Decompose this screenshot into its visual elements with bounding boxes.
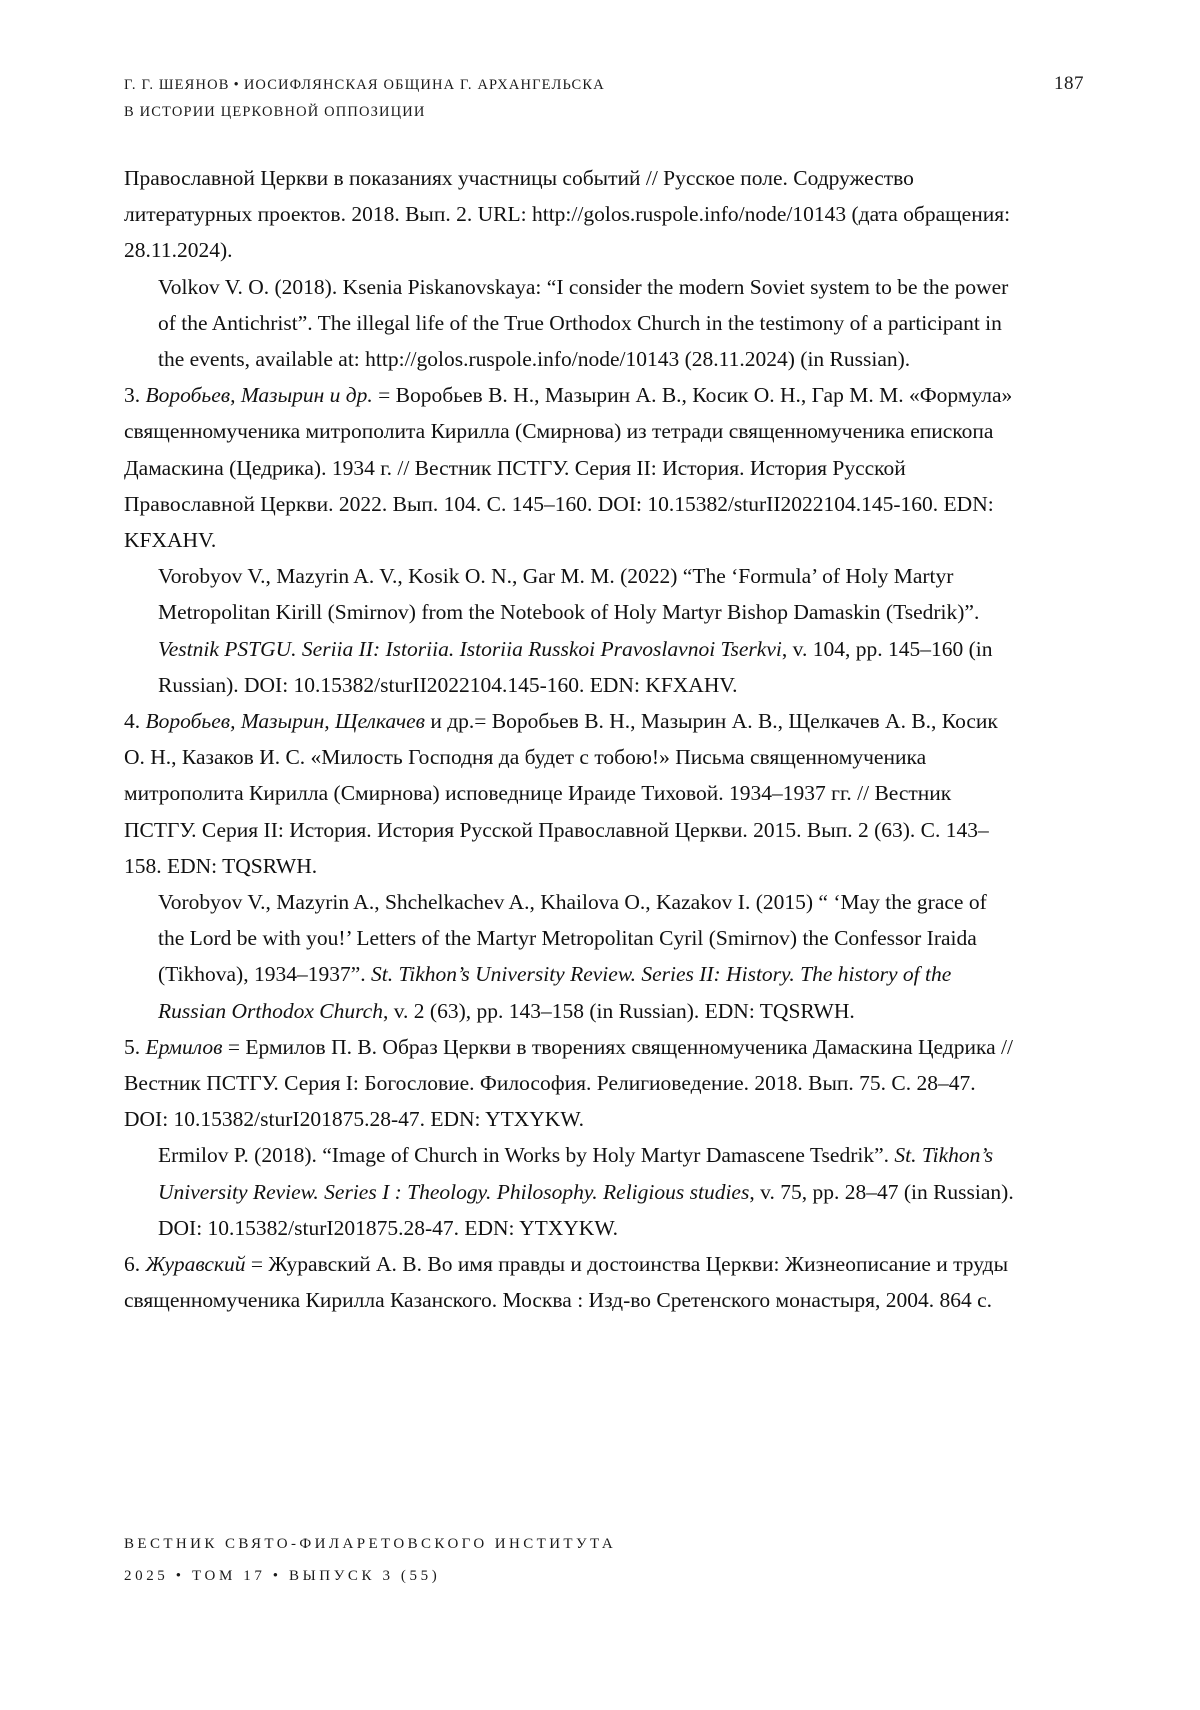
reference-text: = Ермилов П. В. Образ Церкви в творениях священномученика Дамаскина Цедрика // Вестник ПСТГУ. Серия I: Богословие. Философия. Религиоведение. 2018. Вып. 75. С. 28–47. DOI: 10.15382/sturI201875.28-47. EDN: YTXYKW. <box>124 1034 1013 1132</box>
footer-issue-info: 2025 • ТОМ 17 • ВЫПУСК 3 (55) <box>124 1567 441 1584</box>
reference-translation-source: Vestnik PSTGU. Seriia II: Istoriia. Istoriia Russkoi Pravoslavnoi Tserkvi <box>158 636 782 661</box>
reference-short-title: Ермилов <box>145 1034 223 1059</box>
running-head-title-line2: В ИСТОРИИ ЦЕРКОВНОЙ ОППОЗИЦИИ <box>124 103 426 120</box>
page-number: 187 <box>1054 73 1084 94</box>
reference-text: = Журавский А. В. Во имя правды и достоинства Церкви: Жизнеописание и труды священномученика Кирилла Казанского. Москва : Изд-во Сретенского монастыря, 2004. 864 с. <box>124 1252 1009 1313</box>
running-head-title-line1: ИОСИФЛЯНСКАЯ ОБЩИНА Г. АРХАНГЕЛЬСКА <box>243 77 605 93</box>
footer <box>124 1528 1084 1593</box>
reference-translation: Volkov V. O. (2018). Ksenia Piskanovskaya: “I consider the modern Soviet system to be the power of the Antichrist”. The illegal life of the True Orthodox Church in the testimony of a participant in the events, available at: http://golos.ruspole.info/node/10143 (28.11.2024) (in Russian). <box>158 274 1009 372</box>
running-head-author: Г. Г. ШЕЯНОВ <box>124 77 230 93</box>
reference-short-title: Воробьев, Мазырин и др. <box>145 383 373 408</box>
reference-translation-pre: Vorobyov V., Mazyrin A. V., Kosik O. N., Gar M. M. (2022) “The ‘Formula’ of Holy Martyr Metropolitan Kirill (Smirnov) from the Notebook of Holy Martyr Bishop Damaskin (Tsedrik)”. <box>158 564 980 625</box>
reference-translation <box>124 1137 1014 1246</box>
reference-short-title: Воробьев, Мазырин, Щелкачев <box>145 709 425 734</box>
reference-number: 3. <box>124 383 141 408</box>
reference-number: 6. <box>124 1252 141 1277</box>
reference-text: = Воробьев В. Н., Мазырин А. В., Косик О. Н., Гар М. М. «Формула» священномученика митрополита Кирилла (Смирнова) из тетради священномученика епископа Дамаскина (Цедрика). 1934 г. // Вестник ПСТГУ. Серия II: История. История Русской Православной Церкви. 2022. Вып. 104. С. 145–160. DOI: 10.15382/sturII2022104.145-160. EDN: KFXAHV. <box>124 383 1013 553</box>
reference-translation-post: , v. 75, pp. 28–47 (in Russian). DOI: 10.15382/sturI201875.28-47. EDN: YTXYKW. <box>158 1179 1014 1240</box>
running-head-bullet: • <box>233 77 240 93</box>
reference-short-title: Журавский <box>145 1252 246 1277</box>
reference-translation-pre: Ermilov P. (2018). “Image of Church in Works by Holy Martyr Damascene Tsedrik”. <box>158 1143 895 1168</box>
running-head <box>124 72 1084 126</box>
reference-translation-source: St. Tikhon’s University Review. Series I : Theology. Philosophy. Religious studies <box>158 1143 994 1204</box>
reference-translation-post: , v. 104, pp. 145–160 (in Russian). DOI: 10.15382/sturII2022104.145-160. EDN: KFXAHV. <box>158 636 993 697</box>
reference-translation-source: St. Tikhon’s University Review. Series II: History. The history of the Russian Orthodox Church <box>158 962 952 1023</box>
reference-item <box>124 703 1014 884</box>
reference-translation-pre: Vorobyov V., Mazyrin A., Shchelkachev A., Khailova O., Kazakov I. (2015) “ ‘May the grace of the Lord be with you!’ Letters of the Martyr Metropolitan Cyril (Smirnov) the Confessor Iraida (Tikhova), 1934–1937”. <box>158 890 987 987</box>
continued-paragraph: Православной Церкви в показаниях участницы событий // Русское поле. Содружество литературных проектов. 2018. Вып. 2. URL: http://golos.ruspole.info/node/10143 (дата обращения: 28.11.2024). <box>124 166 1011 263</box>
references-body <box>124 160 1014 1319</box>
reference-translation-post: , v. 2 (63), pp. 143–158 (in Russian). EDN: TQSRWH. <box>382 998 855 1023</box>
reference-item <box>124 377 1014 558</box>
footer-journal-name: ВЕСТНИК СВЯТО-ФИЛАРЕТОВСКОГО ИНСТИТУТА <box>124 1535 617 1552</box>
reference-translation <box>124 884 1014 1029</box>
reference-translation <box>124 558 1014 703</box>
reference-item <box>124 1246 1014 1318</box>
reference-item <box>124 1029 1014 1138</box>
reference-number: 5. <box>124 1034 141 1059</box>
reference-number: 4. <box>124 709 141 734</box>
running-head-text <box>124 72 605 126</box>
reference-text: и др.= Воробьев В. Н., Мазырин А. В., Щелкачев А. В., Косик О. Н., Казаков И. С. «Милость Господня да будет с тобою!» Письма священномученика митрополита Кирилла (Смирнова) исповеднице Ираиде Тиховой. 1934–1937 гг. // Вестник ПСТГУ. Серия II: История. История Русской Православной Церкви. 2015. Вып. 2 (63). С. 143–158. EDN: TQSRWH. <box>124 709 998 878</box>
